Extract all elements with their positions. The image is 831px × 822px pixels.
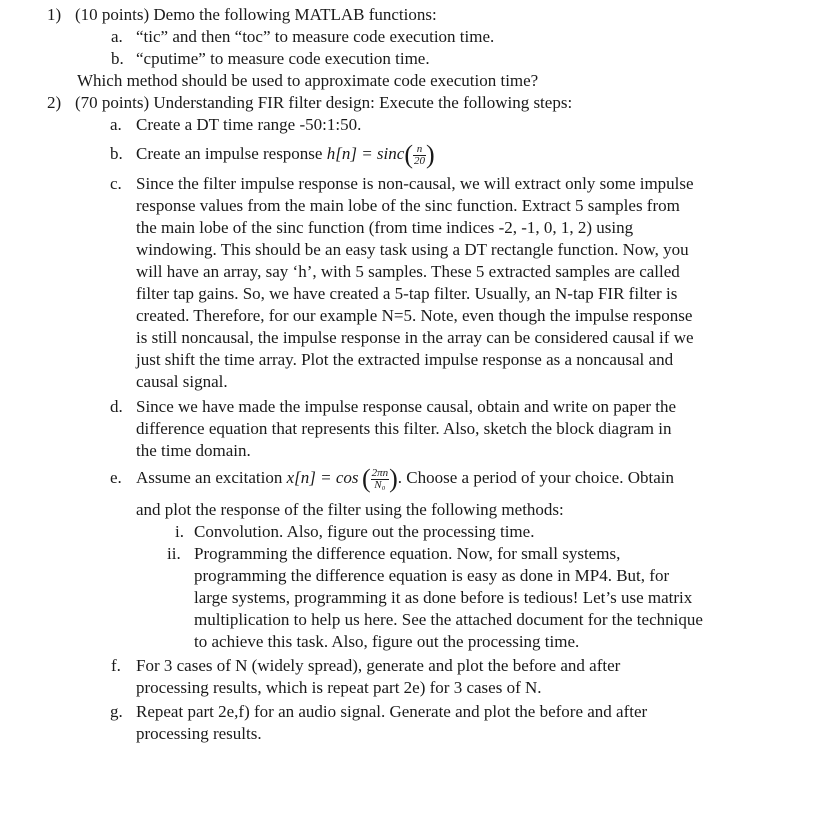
q2e-math: x[n] = cos [286,468,359,487]
q2e-label: e. [110,468,122,487]
q2e-ii-line-5: to achieve this task. Also, figure out the processing time. [194,632,580,651]
q2c-line-10: causal signal. [136,372,228,391]
q2e-ii-line-3: large systems, programming it as done before is tedious! Let’s use matrix [194,588,693,607]
q2c-line-3: the main lobe of the sinc function (from time indices -2, -1, 0, 1, 2) using [136,218,634,237]
q1a-label: a. [111,27,123,46]
q2e-ii-line-4: multiplication to help us here. See the attached document for the technique [194,610,703,629]
q2e-ii-label: ii. [167,544,181,563]
q2-number: 2) [47,93,62,112]
q2e-text-pre: Assume an excitation [136,468,283,487]
q2d-line-1: Since we have made the impulse response causal, obtain and write on paper the [136,397,677,416]
q1b-text: “cputime” to measure code execution time. [136,49,430,68]
q2c-line-1: Since the filter impulse response is non-causal, we will extract only some impulse [136,174,694,193]
q2e-i-label: i. [175,522,184,541]
q2g-line-2: processing results. [136,724,262,743]
q2e-ii-line-1: Programming the difference equation. Now, for small systems, [194,544,621,563]
q2f-line-1: For 3 cases of N (widely spread), generate and plot the before and after [136,656,621,675]
q2b-line: Create an impulse response h[n] = sinc( $\frac{n}{20}$ ) [136,140,435,170]
q2f-line-2: processing results, which is repeat part 2e) for 3 cases of N. [136,678,542,697]
q2c-line-9: just shift the time array. Plot the extracted impulse response as a noncausal and [136,350,674,369]
q2d-line-2: difference equation that represents this filter. Also, sketch the block diagram in [136,419,672,438]
q2a-label: a. [110,115,122,134]
q2f-label: f. [111,656,121,675]
q2c-line-4: windowing. This should be an easy task using a DT rectangle function. Now, you [136,240,689,259]
q2c-label: c. [110,174,122,193]
q2b-fraction: $\frac{n}{20}$ [413,142,425,167]
q1-question: Which method should be used to approximate code execution time? [77,71,539,90]
q2e-i-text: Convolution. Also, figure out the processing time. [194,522,535,541]
q2e-line-2: and plot the response of the filter using the following methods: [136,500,564,519]
q2c-line-7: created. Therefore, for our example N=5. Note, even though the impulse response [136,306,693,325]
q2a-text: Create a DT time range -50:1:50. [136,115,362,134]
q2c-line-8: is still noncausal, the impulse response in the array can be considered causal if we [136,328,694,347]
q2c-line-5: will have an array, say ‘h’, with 5 samples. These 5 extracted samples are called [136,262,680,281]
q2b-math: h[n] = sinc [326,144,405,163]
q2e-text-post: . Choose a period of your choice. Obtain [397,468,674,487]
q2b-text: Create an impulse response [136,144,323,163]
q2e-fraction: $\frac{2\pi n}{\text{N₀}}$ [371,466,389,491]
q2e-line-1: Assume an excitation x[n] = cos ( $\frac{2\pi n}{\text{N₀}}$ ). Choose a period of your choice. Obtain [136,464,674,494]
q1a-text: “tic” and then “toc” to measure code execution time. [136,27,495,46]
q1-number: 1) [47,5,62,24]
q2b-label: b. [110,144,123,163]
q2g-line-1: Repeat part 2e,f) for an audio signal. Generate and plot the before and after [136,702,648,721]
q2e-ii-line-2: programming the difference equation is easy as done in MP4. But, for [194,566,670,585]
q2-title: (70 points) Understanding FIR filter design: Execute the following steps: [75,93,573,112]
q2c-line-2: response values from the main lobe of the sinc function. Extract 5 samples from [136,196,680,215]
q1-title: (10 points) Demo the following MATLAB functions: [75,5,437,24]
q2c-line-6: filter tap gains. So, we have created a 5-tap filter. Usually, an N-tap FIR filter is [136,284,678,303]
q2d-line-3: the time domain. [136,441,251,460]
q2g-label: g. [110,702,123,721]
q2d-label: d. [110,397,123,416]
q1b-label: b. [111,49,124,68]
